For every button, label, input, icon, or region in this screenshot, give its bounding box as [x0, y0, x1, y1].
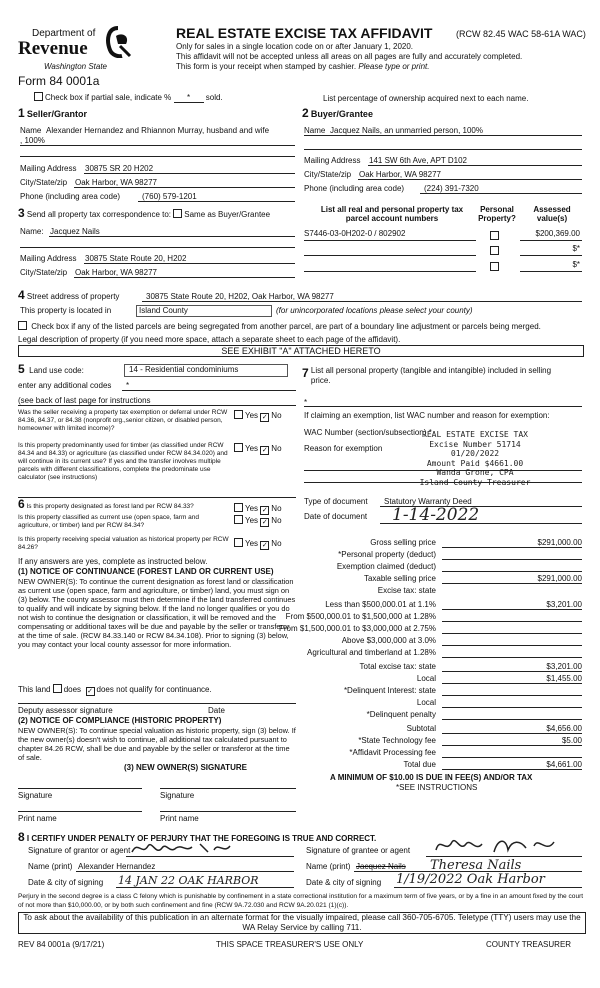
revenue-logo-icon: [104, 26, 132, 58]
exemption-question: Was the seller receiving a property tax exemption or deferral under RCW 84.36, 84.37, or 84.38 (nonprofit org.,senior citizen, or disabled person, homeowner with limited income)?: [18, 409, 228, 432]
continuance-text: NEW OWNER(S): To continue the current designation as forest land or classification as current use (open space, farm and agriculture, or timber) land, you must sign on (3) below. The county assessor must then determine if the land transferred continues to qualify and will indicate by signing below. If the land no longer qualifies or you do not wish to continue the designation or classification, it will be removed and the compensating or additional taxes will be due and payable by the seller or transferor at the time of sale. (RCW 84.33.140 or RCW 84.34.108). Prior to signing (3) below, you may contact your local county assessor for more information.: [18, 577, 296, 649]
buyer-name-label: Name: [304, 126, 326, 135]
buyer-mailing[interactable]: 141 SW 6th Ave, APT D102: [369, 156, 467, 165]
historic-question: Is this property receiving special valuation as historical property per RCW 84.26?: [18, 536, 229, 551]
tax-line-label: Less than $500,000.01 at 1.1%: [325, 600, 436, 609]
tax-line-label: Above $3,000,000 at 3.0%: [341, 636, 436, 645]
treasurer-use-note: THIS SPACE TREASURER'S USE ONLY: [216, 940, 364, 949]
correspondence-heading: 3 Send all property tax correspondence to: Same as Buyer/Grantee: [18, 206, 271, 220]
seller-mailing-label: Mailing Address: [20, 164, 77, 173]
buyer-phone[interactable]: (224) 391-7320: [424, 184, 479, 193]
does-not-checkbox[interactable]: ✓: [87, 688, 93, 695]
current-use-question: Is this property classified as current use (open space, farm and agriculture, or timber) land per RCW 84.34?: [18, 514, 200, 529]
seller-phone-label: Phone (including area code): [20, 192, 121, 201]
grantor-date-city[interactable]: 14 JAN 22 OAK HARBOR: [118, 874, 259, 887]
grantee-date-city[interactable]: 1/19/2022 Oak Harbor: [396, 872, 545, 887]
continuance-row: This land does ✓ does not qualify for continuance.: [18, 685, 212, 695]
buyer-phone-label: Phone (including area code): [304, 184, 405, 193]
located-label: This property is located in: [20, 306, 112, 315]
new-owner-signature-heading: (3) NEW OWNER(S) SIGNATURE: [124, 763, 247, 772]
exemption-yes-checkbox[interactable]: [234, 410, 243, 419]
minimum-note: A MINIMUM OF $10.00 IS DUE IN FEE(S) AND/OR TAX: [330, 773, 533, 782]
buyer-city-label: City/State/zip: [304, 170, 352, 179]
corr-name[interactable]: Jacquez Nails: [50, 227, 100, 236]
grantor-signature[interactable]: [128, 838, 258, 858]
tax-line-value[interactable]: $3,201.00: [546, 662, 582, 671]
buyer-name[interactable]: Jacquez Nails, an unmarried person, 100%: [330, 126, 483, 135]
tax-line-label: Taxable selling price: [363, 574, 436, 583]
forest-yes-no: Yes ✓ No: [234, 503, 282, 515]
header-subtitle-1: Only for sales in a single location code on or after January 1, 2020.: [176, 42, 414, 51]
compliance-heading: (2) NOTICE OF COMPLIANCE (HISTORIC PROPERTY): [18, 716, 222, 725]
tax-line-label: Total due: [403, 760, 436, 769]
continuance-heading: (1) NOTICE OF CONTINUANCE (FOREST LAND OR CURRENT USE): [18, 567, 274, 576]
owner-signature-label: Signature: [18, 791, 53, 800]
assessed-value[interactable]: $*: [572, 244, 580, 253]
tax-line-label: *State Technology fee: [358, 736, 436, 745]
additional-codes-label: enter any additional codes: [18, 381, 112, 390]
tax-line-value[interactable]: $4,656.00: [546, 724, 582, 733]
forest-no-checkbox[interactable]: ✓: [261, 507, 268, 514]
deputy-signature-label: Deputy assessor signature: [18, 706, 113, 715]
grantor-date-label: Date & city of signing: [28, 878, 104, 887]
county-select[interactable]: Island County: [136, 305, 272, 317]
corr-mailing[interactable]: 30875 State Route 20, H202: [85, 254, 187, 263]
tax-line-label: *Personal property (deduct): [338, 550, 436, 559]
tax-line-label: *Delinquent penalty: [366, 710, 436, 719]
owner-print-name-label: Print name: [18, 814, 57, 823]
corr-mailing-label: Mailing Address: [20, 254, 77, 263]
timber-no-checkbox[interactable]: ✓: [261, 447, 268, 454]
historic-yes-checkbox[interactable]: [234, 538, 243, 547]
see-instructions-note: *SEE INSTRUCTIONS: [396, 783, 478, 792]
tax-line-label: *Affidavit Processing fee: [349, 748, 436, 757]
exemption-yes-no: Yes ✓ No: [234, 410, 282, 422]
exemption-reason-label: Reason for exemption: [304, 444, 383, 453]
wac-number-label: WAC Number (section/subsection) *: [304, 428, 432, 437]
exemption-claim-label: If claiming an exemption, list WAC number and reason for exemption:: [304, 411, 550, 420]
grantee-date-label: Date & city of signing: [306, 878, 382, 887]
land-use-select[interactable]: 14 - Residential condominiums: [124, 364, 288, 377]
grantor-signature-mark-icon: [128, 838, 258, 858]
owner-signature-label: Signature: [160, 791, 195, 800]
personal-property-checkbox[interactable]: [490, 246, 499, 255]
buyer-heading: 2 Buyer/Grantee: [302, 106, 373, 120]
agency-line1: Department of: [32, 28, 96, 39]
timber-yes-checkbox[interactable]: [234, 443, 243, 452]
grantor-signature-label: Signature of grantor or agent: [28, 846, 131, 855]
document-date-label: Date of document: [304, 512, 368, 521]
parcel-number[interactable]: S7446-03-0H202-0 / 802902: [304, 229, 406, 238]
form-title: REAL ESTATE EXCISE TAX AFFIDAVIT: [176, 25, 433, 41]
form-title-ref: (RCW 82.45 WAC 58-61A WAC): [456, 29, 586, 39]
tax-line-value[interactable]: $1,455.00: [546, 674, 582, 683]
does-checkbox[interactable]: [53, 684, 62, 693]
header-subtitle-2: This affidavit will not be accepted unless all areas on all pages are fully and accurately completed.: [176, 52, 523, 61]
seller-city-label: City/State/zip: [20, 178, 68, 187]
grantor-name[interactable]: Alexander Hernandez: [78, 862, 156, 871]
header-subtitle-3: This form is your receipt when stamped by cashier. Please type or print.: [176, 62, 430, 71]
street-address[interactable]: 30875 State Route 20, H202, Oak Harbor, WA 98277: [146, 292, 334, 301]
partial-sale-pct[interactable]: *: [174, 93, 204, 103]
personal-property-col-header: Personal Property?: [478, 205, 516, 223]
assessed-value-col-header: Assessed value(s): [533, 205, 571, 223]
legal-desc-label: Legal description of property (if you need more space, attach a separate sheet to each page of the affidavit).: [18, 335, 401, 344]
if-yes-note: If any answers are yes, complete as instructed below.: [18, 557, 208, 566]
tax-line-value[interactable]: $3,201.00: [546, 600, 582, 609]
grantee-signature[interactable]: [430, 832, 570, 858]
seller-mailing[interactable]: 30875 SR 20 H202: [85, 164, 154, 173]
personal-property-checkbox[interactable]: [490, 262, 499, 271]
historic-no-checkbox[interactable]: ✓: [261, 542, 268, 549]
personal-property-label: 7 List all personal property (tangible and intangible) included in selling price.: [302, 366, 552, 385]
tax-line-value[interactable]: $5.00: [561, 736, 582, 745]
seller-city[interactable]: Oak Harbor, WA 98277: [75, 178, 157, 187]
document-type-label: Type of document: [304, 497, 368, 506]
certify-statement: 8 I CERTIFY UNDER PENALTY OF PERJURY THAT THE FOREGOING IS TRUE AND CORRECT.: [18, 830, 377, 844]
tax-line-label: Excise tax: state: [377, 586, 436, 595]
partial-sale-row: Check box if partial sale, indicate % * sold.: [34, 92, 223, 103]
seller-phone[interactable]: (760) 579-1201: [142, 192, 197, 201]
buyer-city[interactable]: Oak Harbor, WA 98277: [359, 170, 441, 179]
legal-description[interactable]: SEE EXHIBIT "A" ATTACHED HERETO: [18, 345, 584, 357]
form-revision: REV 84 0001a (9/17/21): [18, 940, 105, 949]
document-date[interactable]: 1-14-2022: [392, 505, 480, 525]
personal-property-checkbox[interactable]: [490, 231, 499, 240]
current-use-yes-no: Yes ✓ No: [234, 515, 282, 527]
owner-print-name-label: Print name: [160, 814, 199, 823]
grantee-name-struck: Jacquez Nails: [356, 862, 406, 871]
agency-logo: [18, 26, 133, 72]
deputy-date-label: Date: [208, 706, 225, 715]
timber-yes-no: Yes ✓ No: [234, 443, 282, 455]
grantor-name-label: Name (print): [28, 862, 73, 871]
historic-yes-no: Yes ✓ No: [234, 538, 282, 550]
seller-name-label: Name: [20, 126, 42, 135]
grantee-signature-label: Signature of grantee or agent: [306, 846, 411, 855]
tax-line-label: Local: [416, 698, 436, 707]
agency-state: Washington State: [44, 62, 108, 71]
seller-name[interactable]: Alexander Hernandez and Rhiannon Murray, husband and wife: [46, 126, 270, 135]
corr-name-label: Name:: [20, 227, 44, 236]
tax-line-label: Gross selling price: [370, 538, 436, 547]
grantee-signature-mark-icon: [430, 832, 570, 858]
additional-codes-value[interactable]: *: [126, 381, 130, 390]
land-use-label: 5 Land use code:: [18, 362, 84, 376]
tax-line-value[interactable]: $4,661.00: [546, 760, 582, 769]
corr-city-label: City/State/zip: [20, 268, 68, 277]
tax-line-label: Exemption claimed (deduct): [336, 562, 436, 571]
exemption-no-checkbox[interactable]: ✓: [261, 414, 268, 421]
grantee-name[interactable]: Theresa Nails: [430, 858, 522, 873]
ownership-note: List percentage of ownership acquired next to each name.: [323, 94, 529, 103]
timber-question: Is this property predominantly used for timber (as classified under RCW 84.34 and 84.33) or agriculture (as classified under RCW 84.34.020) and will continue in its current use? If yes and the transfer involves multiple parcels with different classifications, complete the predominate use calculator (see instructions): [18, 442, 228, 481]
tax-line-value[interactable]: $291,000.00: [537, 538, 582, 547]
corr-city[interactable]: Oak Harbor, WA 98277: [75, 268, 157, 277]
see-back-note: (see back of last page for instructions: [18, 396, 151, 405]
same-as-buyer-checkbox[interactable]: [173, 209, 182, 218]
seller-pct[interactable]: , 100%: [20, 136, 45, 145]
assessed-value[interactable]: $*: [572, 260, 580, 269]
compliance-text: NEW OWNER(S): To continue special valuation as historic property, sign (3) below. If the new owner(s) doesn't wish to continue, all additional tax calculated pursuant to chapter 84.26 RCW, shall be due and payable by the seller or transferor at the time of sale.: [18, 726, 296, 762]
tax-line-label: From $500,000.01 to $1,500,000 at 1.28%: [285, 612, 436, 621]
unincorporated-note: (for unincorporated locations please select your county): [276, 306, 473, 315]
availability-notice: To ask about the availability of this publication in an alternate format for the visually impaired, please call 360-705-6705. Teletype (TTY) users may use the WA Relay Service by calling 711.: [18, 912, 586, 934]
tax-line-label: Agricultural and timberland at 1.28%: [307, 648, 436, 657]
treasurer-stamp: REAL ESTATE EXCISE TAX Excise Number 51714 01/20/2022 Amount Paid $4661.00 Wanda Grone, CPA Island County Treasurer: [419, 430, 531, 487]
form-number: Form 84 0001a: [18, 74, 100, 88]
current-use-no-checkbox[interactable]: ✓: [261, 519, 268, 526]
street-row: 4 Street address of property: [18, 288, 120, 302]
county-treasurer-label: COUNTY TREASURER: [486, 940, 572, 949]
buyer-mailing-label: Mailing Address: [304, 156, 361, 165]
tax-line-label: Total excise tax: state: [359, 662, 436, 671]
document-type[interactable]: Statutory Warranty Deed: [384, 497, 472, 506]
segregated-row: Check box if any of the listed parcels are being segregated from another parcel, are part of a boundary line adjustment or parcels being merged.: [18, 321, 541, 331]
tax-line-value[interactable]: $291,000.00: [537, 574, 582, 583]
current-use-yes-checkbox[interactable]: [234, 515, 243, 524]
grantee-name-label: Name (print): [306, 862, 351, 871]
partial-sale-checkbox[interactable]: [34, 92, 43, 101]
tax-line-label: From $1,500,000.01 to $3,000,000 at 2.75%: [278, 624, 436, 633]
perjury-notice: Perjury in the second degree is a class C felony which is punishable by confinement in a state correctional institution for a maximum term of five years, or by a fine in an amount fixed by the court of not more than $10,000.00, or by both such confinement and fine (RCW 9A.72.030 and RCW 9A.20.021 (1)(c)).: [18, 893, 584, 909]
forest-yes-checkbox[interactable]: [234, 503, 243, 512]
agency-name: Revenue: [18, 38, 88, 59]
seller-heading: 1 Seller/Grantor: [18, 106, 87, 120]
tax-line-label: Subtotal: [406, 724, 436, 733]
segregated-checkbox[interactable]: [18, 321, 27, 330]
parcel-col-header: List all real and personal property tax parcel account numbers: [320, 205, 464, 223]
assessed-value[interactable]: $200,369.00: [535, 229, 580, 238]
tax-line-label: *Delinquent Interest: state: [343, 686, 436, 695]
personal-property-value[interactable]: *: [304, 398, 308, 407]
tax-line-label: Local: [416, 674, 436, 683]
forest-land-question: 6 Is this property designated as forest land per RCW 84.33?: [18, 497, 194, 511]
